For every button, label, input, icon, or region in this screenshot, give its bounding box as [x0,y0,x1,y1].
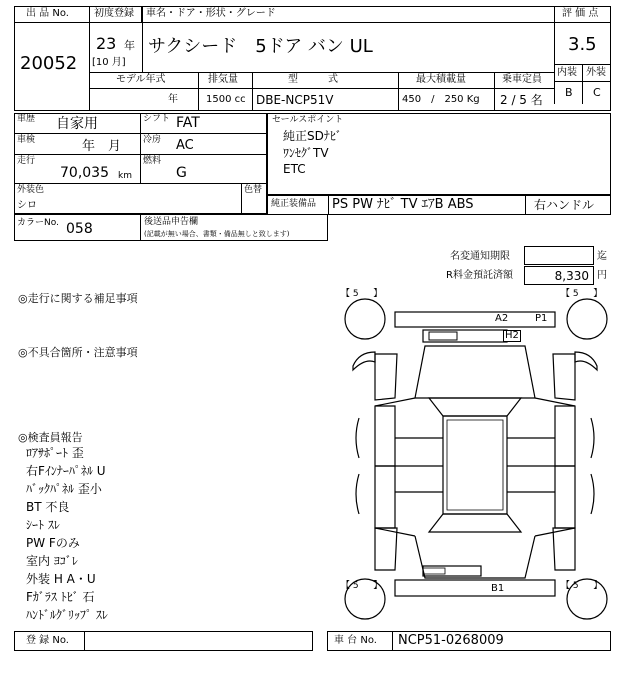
color-no-value: 058 [66,221,93,237]
divider [140,214,141,241]
sales-point-label: セールスポイント [272,115,344,125]
divider [142,6,143,72]
exterior-color-value: シロ [17,200,37,211]
recycle-value: 8,330 [554,269,589,283]
inspector-report-item: 室内 ﾖｺﾞﾚ [26,554,78,568]
repaint-label: 色替 [244,185,263,195]
lot-number: 20052 [20,53,78,74]
recall-unit: 迄 [597,251,607,262]
inspector-report-item: ﾊﾝﾄﾞﾙｸﾞﾘｯﾌﾟ ｽﾚ [26,608,108,622]
type-value: DBE-NCP51V [256,93,334,107]
max-load-label: 最大積載量 [416,74,466,85]
mileage-value: 70,035 [60,165,109,181]
divider [525,195,526,215]
divider [90,72,554,73]
sales-point-item: ﾜﾝｾｸﾞTV [283,146,329,160]
car-name-label-cell [142,6,554,23]
score-label-cell [554,6,611,23]
tire-tread-rear-left: 【 5 】 [341,581,383,591]
car-name-label: 車名・ドア・形状・グレード [146,8,276,19]
displacement-label: 排気量 [208,74,238,85]
equipment-value: PS PW ﾅﾋﾞ TV ｴｱB ABS [332,197,474,212]
inspection-label: 車検 [17,135,36,145]
interior-label: 内装 [557,67,577,78]
exterior-color-label: 外装色 [17,185,45,195]
inspector-report-item: ﾛｱｻﾎﾟｰﾄ 歪 [26,446,84,460]
recall-label: 名変通知期限 [450,251,510,262]
damage-mark-p1: P1 [535,313,548,324]
lot-number-cell [14,23,90,111]
recycle-unit: 円 [597,270,607,281]
capacity-value: 2 / 5 名 [500,93,543,107]
car-outline-diagram [339,288,611,628]
mileage-unit: km [118,171,132,181]
sales-point-item: ETC [283,162,306,176]
history-label: 車歴 [17,114,36,124]
tire-tread-front-right: 【 5 】 [561,289,603,299]
damage-mark-a2: A2 [495,313,509,324]
fuel-label: 燃料 [143,156,162,166]
first-reg-label: 初度登録 [94,8,134,19]
score-label: 評 価 点 [562,8,599,19]
max-load-value: 450 / 250 Kg [402,94,480,105]
driving-notes-label: ◎走行に関する補足事項 [18,292,138,305]
vehicle-diagram [339,288,611,628]
later-docs-label: 後送品申告欄 [144,217,199,227]
exterior-label: 外装 [586,67,606,78]
lot-label: 出 品 No. [26,8,69,19]
mileage-label: 走行 [17,156,36,166]
divider [494,72,495,111]
shift-label: シフト [143,114,171,124]
first-reg-label-cell [90,6,142,23]
capacity-label: 乗車定員 [502,74,542,85]
inspection-value: 年 月 [82,139,122,154]
divider [582,64,583,104]
score-value: 3.5 [568,34,597,55]
recycle-label: R料金預託済額 [446,270,513,281]
reg-no-label: 登 録 No. [26,635,69,646]
divider [14,183,267,184]
steering-side: 右ハンドル [534,198,595,212]
inspector-report-item: BT 不良 [26,500,70,514]
inspector-report-item: PW Fのみ [26,536,80,550]
fuel-value: G [176,165,187,181]
damage-mark-h2: H2 [505,330,519,341]
divider [392,631,393,651]
divider [554,81,611,82]
tire-tread-rear-right: 【 5 】 [561,581,603,591]
divider [328,195,329,215]
inspector-report-label: ◎検査員報告 [18,431,83,444]
chassis-label: 車 台 No. [334,635,377,646]
tire-tread-front-left: 【 5 】 [341,289,383,299]
color-no-label: カラーNo. [17,218,59,228]
ac-label: 冷房 [143,135,162,145]
equipment-label: 純正装備品 [271,199,317,209]
history-value: 自家用 [56,116,98,132]
displacement-value: 1500 cc [206,94,246,105]
defect-notes-label: ◎不具合箇所・注意事項 [18,346,138,359]
type-label: 型 式 [288,74,338,85]
first-reg-month: [10 月] [92,57,126,68]
model-year-unit: 年 [168,94,178,105]
first-reg-year-unit: 年 [124,39,135,52]
lot-label-cell [14,6,90,23]
inspector-report-item: ﾊﾞｯｸﾊﾟﾈﾙ 歪小 [26,482,102,496]
interior-grade: B [565,86,573,99]
divider [398,72,399,111]
divider [252,72,253,111]
divider [241,183,242,214]
recycle-box [524,266,594,285]
shift-value: FAT [176,115,200,131]
recall-box [524,246,594,265]
inspector-report-item: 外装 H A・U [26,572,96,586]
inspector-report-item: ｼｰﾄ ｽﾚ [26,518,60,532]
ac-value: AC [176,138,194,153]
sales-point-item: 純正SDﾅﾋﾞ [283,129,342,143]
first-reg-year: 23 [96,34,117,53]
model-year-label: モデル年式 [116,74,166,85]
divider [140,113,141,183]
inspector-report-item: Fｶﾞﾗｽ ﾄﾋﾞ 石 [26,590,95,604]
later-docs-note: (記載が無い場合、書類・備品無しと致します) [144,230,290,238]
divider [198,72,199,111]
exterior-grade: C [593,86,601,99]
damage-mark-b1: B1 [491,583,505,594]
divider [90,88,554,89]
car-name: サクシード 5ドア バン UL [148,36,373,57]
chassis-value: NCP51-0268009 [398,633,504,648]
inspector-report-item: 右Fｲﾝﾅｰﾊﾟﾈﾙ U [26,464,106,478]
divider [84,631,85,651]
